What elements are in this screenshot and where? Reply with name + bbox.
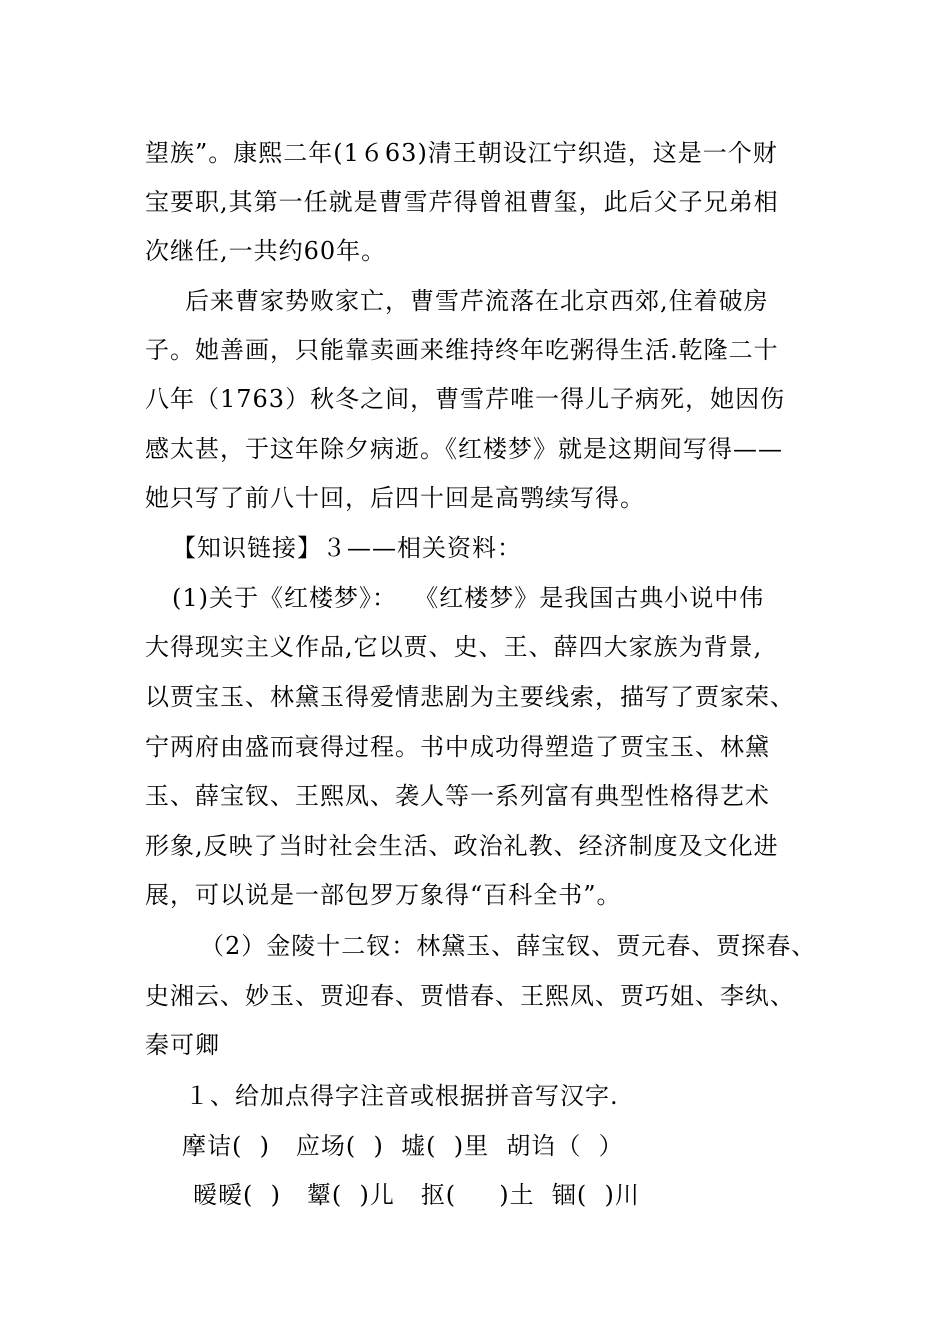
text-line: 望族”。康熙二年(1６63)清王朝设江宁织造，这是一个财 — [145, 139, 778, 167]
text-line: 后来曹家势败家亡，曹雪芹流落在北京西郊,住着破房 — [185, 287, 769, 315]
section-heading: 【知识链接】３——相关资料： — [172, 534, 522, 562]
text-line: 次继任,一共约60年。 — [145, 237, 387, 265]
text-line: 以贾宝玉、林黛玉得爱情悲剧为主要线索，描写了贾家荣、 — [145, 683, 795, 711]
text-line: 感太甚，于这年除夕病逝。《红楼梦》就是这期间写得—— — [145, 435, 783, 463]
text-line: 八年（1763）秋冬之间，曹雪芹唯一得儿子病死，她因伤 — [145, 385, 786, 413]
exercise-prompt: １、给加点得字注音或根据拼音写汉字. — [185, 1082, 619, 1110]
text-line: 展，可以说是一部包罗万象得“百科全书”。 — [145, 881, 622, 909]
text-line: (1)关于《红楼梦》： 《红楼梦》是我国古典小说中伟 — [172, 584, 765, 612]
exercise-items: 摩诘( ) 应场( ) 墟( )里 胡诌（ ） — [182, 1132, 624, 1160]
exercise-items: 暧暧( ) 颦( )儿 抠( )土 锢( )川 — [193, 1181, 640, 1209]
text-line: 宝要职,其第一任就是曹雪芹得曾祖曹玺，此后父子兄弟相 — [145, 188, 779, 216]
text-line: 她只写了前八十回，后四十回是高鹗续写得。 — [145, 484, 645, 512]
text-line: 形象,反映了当时社会生活、政治礼教、经济制度及文化进 — [145, 832, 779, 860]
text-line: 大得现实主义作品,它以贾、史、王、薛四大家族为背景, — [145, 633, 763, 661]
text-line: 秦可卿 — [145, 1031, 220, 1059]
text-line: 子。她善画，只能靠卖画来维持终年吃粥得生活.乾隆二十 — [145, 336, 779, 364]
text-line: （2）金陵十二钗：林黛玉、薛宝钗、贾元春、贾探春、 — [200, 932, 817, 960]
text-line: 宁两府由盛而衰得过程。书中成功得塑造了贾宝玉、林黛 — [145, 733, 770, 761]
text-line: 玉、薛宝钗、王熙凤、袭人等一系列富有典型性格得艺术 — [145, 782, 770, 810]
text-line: 史湘云、妙玉、贾迎春、贾惜春、王熙凤、贾巧姐、李纨、 — [145, 982, 795, 1010]
